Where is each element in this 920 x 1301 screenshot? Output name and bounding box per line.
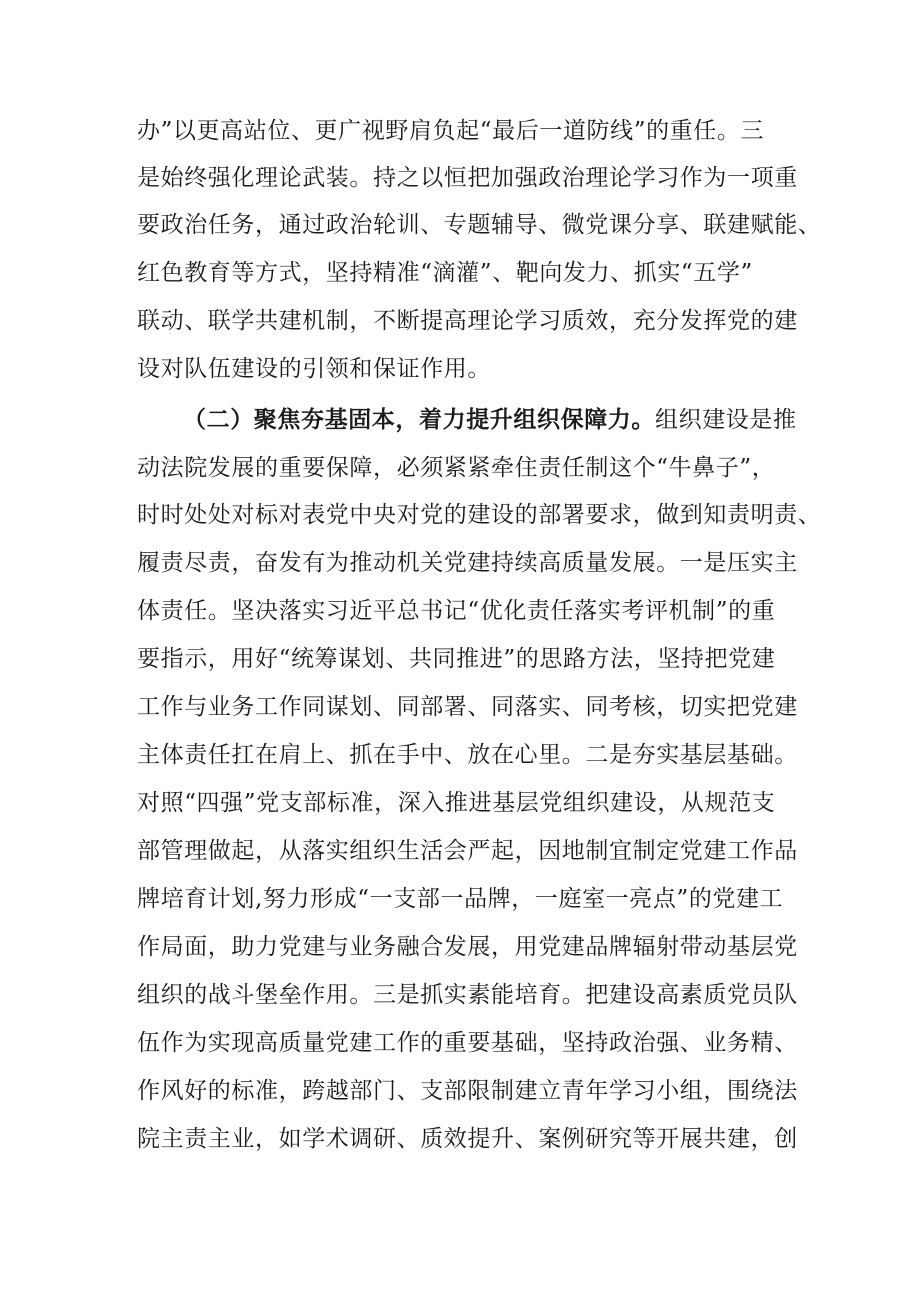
paragraph-line: 工作与业务工作同谋划、同部署、同落实、同考核，切实把党建 (137, 694, 798, 720)
paragraph-line: 要政治任务，通过政治轮训、专题辅导、微党课分享、联建赋能、 (137, 212, 822, 238)
paragraph-line: 动法院发展的重要保障，必须紧紧牵住责任制这个“牛鼻子”， (137, 455, 776, 481)
paragraph-line: 设对队伍建设的引领和保证作用。 (137, 356, 491, 382)
paragraph-line: 红色教育等方式，坚持精准“滴灌”、靶向发力、抓实“五学” (137, 260, 753, 286)
paragraph-line: 履责尽责，奋发有为推动机关党建持续高质量发展。一是压实主 (137, 550, 798, 576)
paragraph-line: 作风好的标准，跨越部门、支部限制建立青年学习小组，围绕法 (137, 1078, 798, 1104)
paragraph-line: 办”以更高站位、更广视野肩负起“最后一道防线”的重任。三 (137, 118, 765, 144)
paragraph-line: 对照“四强”党支部标准，深入推进基层党组织建设，从规范支 (137, 790, 776, 816)
paragraph-line: 组织的战斗堡垒作用。三是抓实素能培育。把建设高素质党员队 (137, 982, 798, 1008)
section-heading-line (183, 405, 797, 435)
section-heading: （二）聚焦夯基固本，着力提升组织保障力。 (183, 406, 655, 433)
paragraph-line: 体责任。坚决落实习近平总书记“优化责任落实考评机制”的重 (137, 598, 776, 624)
paragraph-line: 牌培育计划,努力形成“一支部一品牌，一庭室一亮点”的党建工 (137, 886, 784, 912)
paragraph-line: 时时处处对标对表党中央对党的建设的部署要求，做到知责明责、 (137, 502, 822, 528)
paragraph-line: 部管理做起，从落实组织生活会严起，因地制宜制定党建工作品 (137, 838, 798, 864)
paragraph-line: 院主责主业，如学术调研、质效提升、案例研究等开展共建，创 (137, 1126, 798, 1152)
paragraph-line: 作局面，助力党建与业务融合发展，用党建品牌辐射带动基层党 (137, 934, 798, 960)
paragraph-line: 伍作为实现高质量党建工作的重要基础，坚持政治强、业务精、 (137, 1030, 798, 1056)
paragraph-line: 要指示，用好“统筹谋划、共同推进”的思路方法，坚持把党建 (137, 646, 776, 672)
paragraph-line: 主体责任扛在肩上、抓在手中、放在心里。二是夯实基层基础。 (137, 742, 798, 768)
paragraph-line: 联动、联学共建机制，不断提高理论学习质效，充分发挥党的建 (137, 308, 798, 334)
paragraph-line: 是始终强化理论武装。持之以恒把加强政治理论学习作为一项重 (137, 165, 798, 191)
section-heading-continuation: 组织建设是推 (655, 407, 797, 433)
